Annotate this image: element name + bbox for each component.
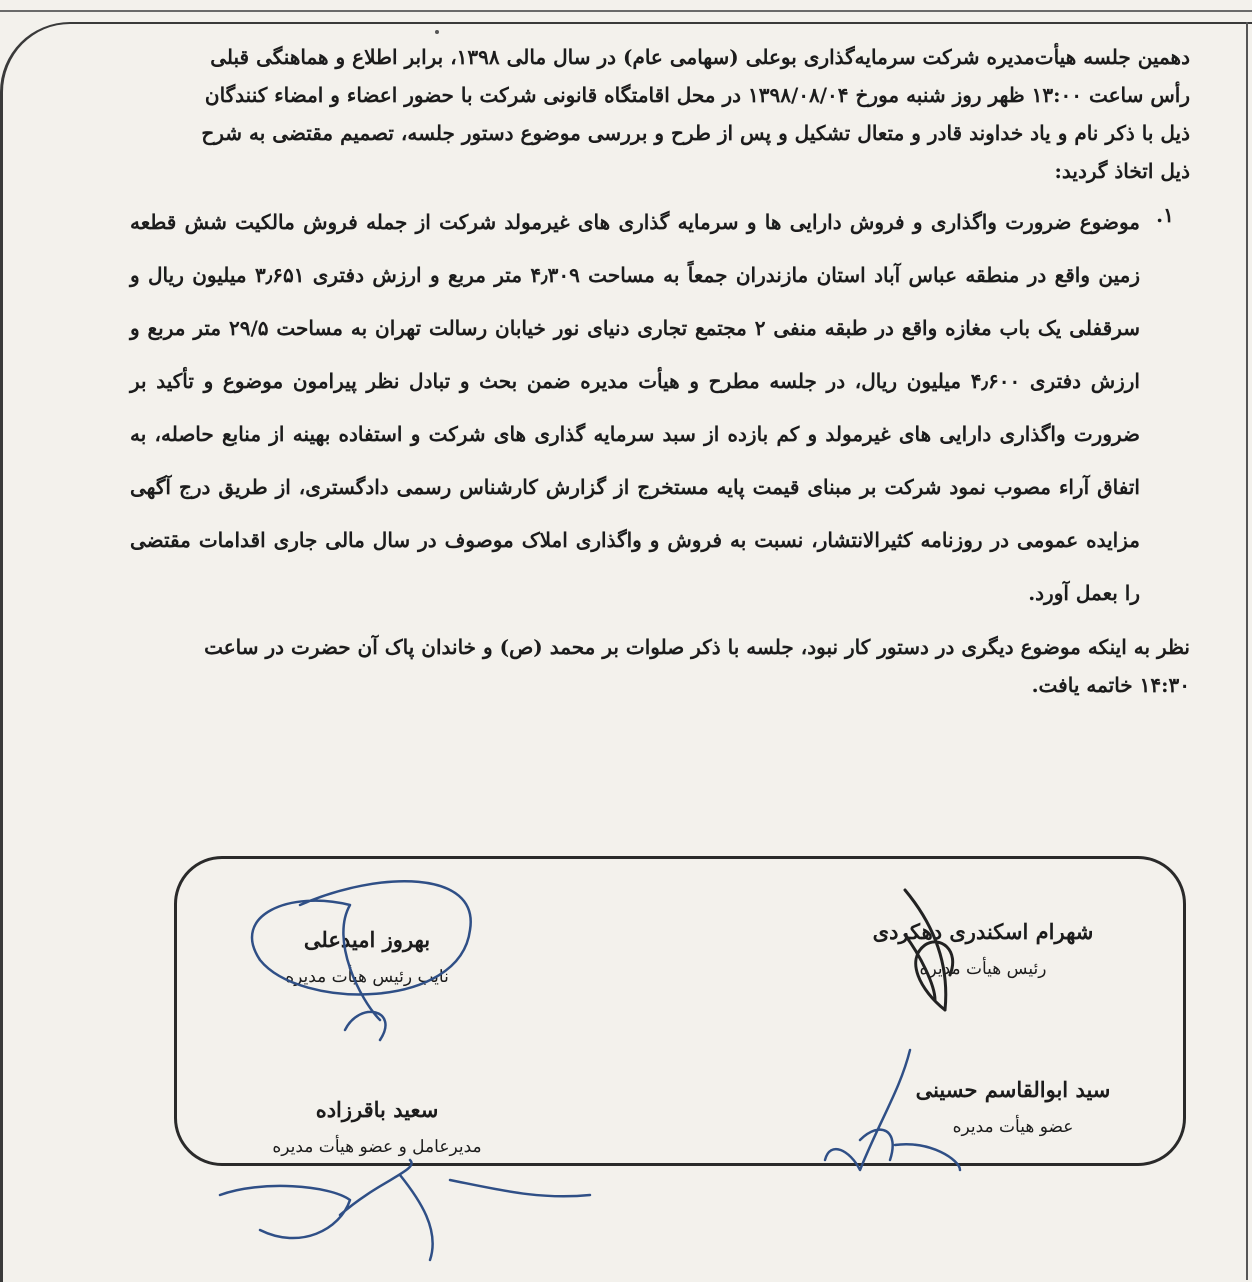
intro-line-4: ذیل اتخاذ گردید: — [1054, 159, 1190, 183]
signatory-role: عضو هیأت مدیره — [952, 1117, 1074, 1137]
signatory-name: شهرام اسکندری دهکردی — [872, 919, 1094, 944]
signatory-name: سعید باقرزاده — [315, 1097, 439, 1122]
resolution-item — [60, 196, 1190, 620]
ink-dot — [435, 30, 439, 34]
signatory-board-member — [853, 1075, 1173, 1141]
signatory-role: نایب رئیس هیأت مدیره — [285, 967, 449, 987]
minutes-document — [60, 38, 1190, 704]
signature-box — [174, 856, 1186, 1166]
closing-paragraph — [60, 628, 1190, 704]
signatory-name: سید ابوالقاسم حسینی — [915, 1077, 1111, 1102]
closing-line-1: نظر به اینکه موضوع دیگری در دستور کار نبود، جلسه با ذکر صلوات بر محمد (ص) و خاندان پاک آن حضرت در ساعت — [204, 635, 1190, 659]
page-right-edge — [1246, 22, 1248, 1280]
signatory-role: رئیس هیأت مدیره — [919, 959, 1047, 979]
signatory-ceo — [217, 1095, 537, 1161]
intro-line-1: دهمین جلسه هیأت‌مدیره شرکت سرمایه‌گذاری بوعلی (سهامی عام) در سال مالی ۱۳۹۸، برابر اطلاع و هماهنگی قبلی — [210, 45, 1190, 69]
intro-line-3: ذیل با ذکر نام و یاد خداوند قادر و متعال تشکیل و پس از طرح و بررسی موضوع دستور جلسه، تصمیم مقتضی به شرح — [201, 121, 1190, 145]
resolution-text: موضوع ضرورت واگذاری و فروش دارایی ها و سرمایه گذاری های غیرمولد شرکت از جمله فروش مالکیت شش قطعه زمین واقع در منطقه عباس آباد استان مازندران جمعاً به مساحت ۴٫۳۰۹ متر مربع و ارزش دفتری ۳٫۶۵۱ میلیون ریال و سرقفلی یک باب مغازه واقع در طبقه منفی ۲ مجتمع تجاری دنیای نور خیابان رسالت تهران به مساحت ۲۹/۵ متر مربع و ارزش دفتری ۴٫۶۰۰ میلیون ریال، در جلسه مطرح و هیأت مدیره ضمن بحث و تبادل نظر پیرامون موضوع و تأکید بر ضرورت واگذاری دارایی های غیرمولد و کم بازده از سبد سرمایه گذاری های شرکت و استفاده بهینه از منابع حاصله، به اتفاق آراء مصوب نمود شرکت بر مبنای قیمت پایه مستخرج از گزارش کارشناس رسمی دادگستری، از طریق درج آگهی مزایده عمومی در روزنامه کثیرالانتشار، نسبت به فروش و واگذاری املاک موصوف در سال مالی جاری اقدامات مقتضی را بعمل آورد. — [130, 210, 1140, 605]
signatory-role: مدیرعامل و عضو هیأت مدیره — [272, 1137, 482, 1157]
intro-line-2: رأس ساعت ۱۳:۰۰ ظهر روز شنبه مورخ ۱۳۹۸/۰۸/۰۴ در محل اقامتگاه قانونی شرکت با حضور اعضاء و امضاء کنندگان — [204, 83, 1190, 107]
closing-line-2: ۱۴:۳۰ خاتمه یافت. — [1031, 673, 1190, 697]
signatory-chairman — [823, 917, 1143, 983]
page-top-rule — [0, 10, 1252, 12]
intro-paragraph — [60, 38, 1190, 190]
signatory-name: بهروز امیدعلی — [303, 927, 431, 952]
signatory-vice-chairman — [207, 925, 527, 991]
resolution-number: ۱. — [1156, 203, 1174, 227]
